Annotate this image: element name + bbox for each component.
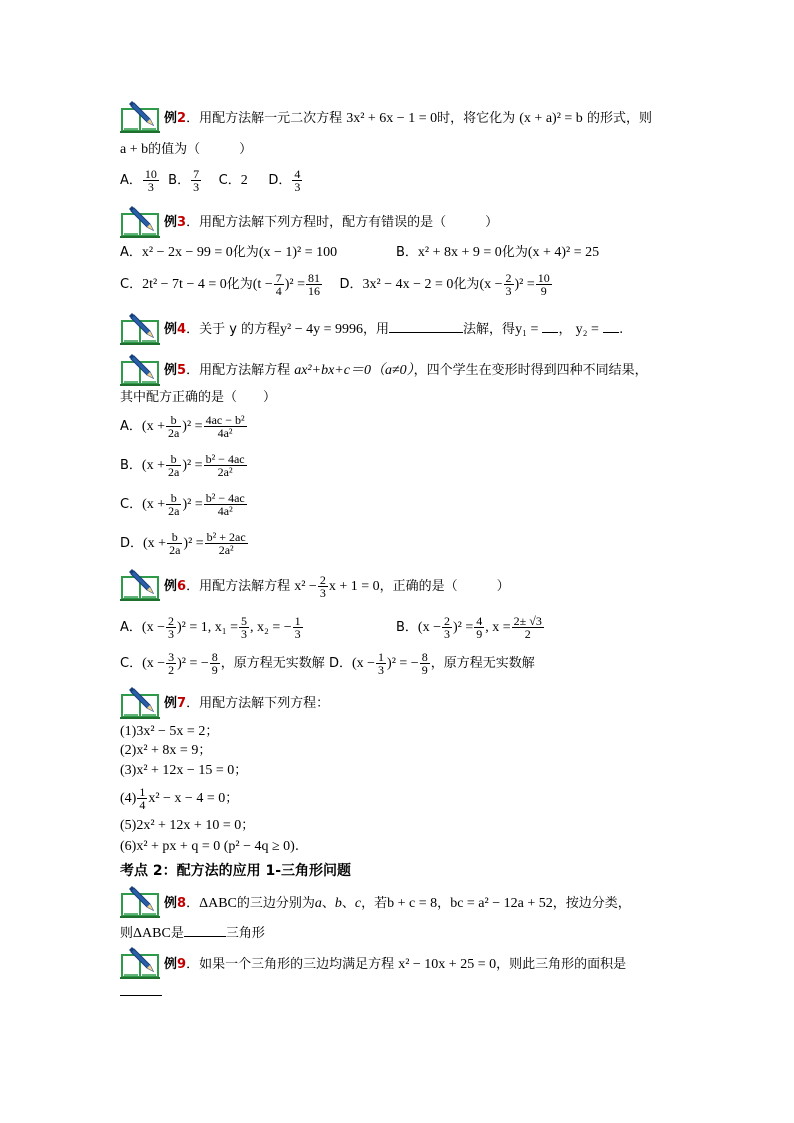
example-5-option-c: C．(x + $\frac{b}{2a}$ )² = $\frac{\text{b² − 4ac}}{\text{4a²}}$ [120, 491, 245, 518]
example-tag: 例7 [164, 696, 187, 711]
example-5-option-b: B．(x + $\frac{b}{2a}$ )² = $\frac{\text{b² − 4ac}}{\text{2a²}}$ [120, 452, 245, 479]
example-4-line: 例4．关于 y 的方程y² − 4y = 9996，用 法解，得y₁ = ， y₂ = . [164, 322, 624, 337]
example-2-line1: 例2．用配方法解一元二次方程 3x² + 6x − 1 = 0时，将它化为 (x + a)² = b 的形式，则 [164, 111, 652, 126]
example-tag: 例2 [164, 111, 187, 126]
example-6-line1: 例6．用配方法解方程 x² − $\frac{2}{3}$ x + 1 = 0，正确的是（ ） [164, 573, 510, 600]
example-6-option-a: A．(x − $\frac{2}{3}$ )² = 1, x₁ = $\frac{5}{3}$ , x₂ = − $\frac{1}{3}$ [120, 614, 301, 641]
example-7-item-2: (2)x² + 8x = 9； [120, 743, 212, 758]
example-7-item-3: (3)x² + 12x − 15 = 0； [120, 763, 248, 778]
book-pencil-icon [120, 567, 162, 601]
example-2-line2: a + b的值为（ ） [120, 142, 253, 157]
answer-blank [120, 995, 162, 996]
answer-blank [603, 332, 619, 333]
book-pencil-icon [120, 884, 162, 918]
example-6-options-cd: C．(x − $\frac{3}{2}$ )² = − $\frac{8}{9}$ ，原方程无实数解 D．(x − $\frac{1}{3}$ )² = − $\frac{8}{9}$ ，原方程无实数解 [120, 650, 535, 677]
fraction: $\frac{7}{3}$ [193, 167, 200, 194]
book-pencil-icon [120, 99, 162, 133]
example-3-option-a: A．x² − 2x − 99 = 0化为(x − 1)² = 100 [120, 245, 338, 260]
book-pencil-icon [120, 352, 162, 386]
book-pencil-icon [120, 685, 162, 719]
example-7-item-1: (1)3x² − 5x = 2； [120, 724, 219, 739]
example-tag: 例4 [164, 322, 187, 337]
answer-blank [389, 332, 463, 333]
example-tag: 例6 [164, 579, 187, 594]
example-7-item-6: (6)x² + px + q = 0 (p² − 4q ≥ 0). [120, 839, 299, 854]
book-pencil-icon [120, 945, 162, 979]
example-tag: 例9 [164, 957, 187, 972]
example-7-item-5: (5)2x² + 12x + 10 = 0； [120, 818, 255, 833]
example-8-line1: 例8．ΔABC的三边分别为a、b、c，若b + c = 8，bc = a² − 12a + 52，按边分类， [164, 896, 631, 911]
example-3-options-cd: C．2t² − 7t − 4 = 0化为(t − $\frac{7}{4}$ )² = $\frac{81}{16}$ D．3x² − 4x − 2 = 0化为(x − $\frac{2}{3}$ )² = $\frac{10}{9}$ [120, 271, 550, 298]
example-9-line2 [120, 984, 162, 1002]
book-pencil-icon [120, 204, 162, 238]
fraction: $\frac{10}{3}$ [144, 167, 157, 194]
example-5-line1: 例5．用配方法解方程 ax²+bx+c＝0（a≠0），四个学生在变形时得到四种不同结果， [164, 363, 648, 378]
book-pencil-icon [120, 311, 162, 345]
answer-blank [184, 936, 226, 937]
example-3-option-b: B．x² + 8x + 9 = 0化为(x + 4)² = 25 [396, 245, 600, 260]
example-8-line2: 则ΔABC是 三角形 [120, 926, 265, 941]
section-heading: 考点 2：配方法的应用 1-三角形问题 [120, 863, 352, 879]
example-tag: 例3 [164, 215, 187, 230]
example-tag: 例5 [164, 363, 187, 378]
example-7-item-4: (4) $\frac{1}{4}$ x² − x − 4 = 0； [120, 785, 239, 812]
fraction: $\frac{4}{3}$ [294, 167, 301, 194]
answer-blank [542, 332, 558, 333]
example-5-option-a: A．(x + $\frac{b}{2a}$ )² = $\frac{\text{4ac − b²}}{\text{4a²}}$ [120, 413, 245, 440]
example-7-line1: 例7．用配方法解下列方程： [164, 696, 330, 711]
example-tag: 例8 [164, 896, 187, 911]
example-5-line2: 其中配方正确的是（ ） [120, 390, 277, 405]
example-3-line1: 例3．用配方法解下列方程时，配方有错误的是（ ） [164, 215, 499, 230]
example-5-option-d: D．(x + $\frac{b}{2a}$ )² = $\frac{\text{b² + 2ac}}{\text{2a²}}$ [120, 530, 246, 557]
example-9-line1: 例9．如果一个三角形的三边均满足方程 x² − 10x + 25 = 0，则此三角形的面积是 [164, 957, 627, 972]
example-2-options: A． $\frac{10}{3}$ B． $\frac{7}{3}$ C．2 D． $\frac{4}{3}$ [120, 167, 301, 194]
example-6-option-b: B．(x − $\frac{2}{3}$ )² = $\frac{4}{9}$ , x = $\frac{2\pm √3}{2}$ [396, 614, 542, 641]
